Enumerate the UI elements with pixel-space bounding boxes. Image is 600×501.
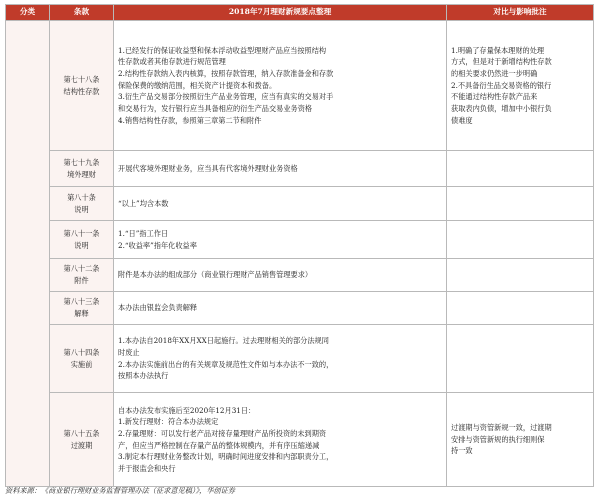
clause-title: 说明 [74,204,89,214]
impact-cell [447,292,594,325]
clause-title: 实施前 [70,359,93,369]
content-cell [114,393,447,487]
content-line: 时废止 [118,347,140,357]
content-cell [114,259,447,292]
impact-line: 安排与资管新规的执行细则保 [451,434,545,444]
table-row [6,292,594,325]
impact-cell [447,221,594,259]
content-cell [114,151,447,187]
header-clause: 条款 [50,5,114,21]
content-line: 产，但应当严格控制在存量产品的整体规模内，并有序压缩递减 [118,440,320,450]
content-line: “以上”均含本数 [118,198,169,208]
clause-cell [50,221,114,259]
clause-cell [50,187,114,221]
clause-number: 第八十五条 [63,428,100,438]
content-line: 4.销售结构性存款，参照第三章第二节和附件 [118,115,262,125]
header-category: 分类 [6,5,50,21]
content-line: 1.新发行理财：符合本办法规定 [118,417,219,427]
table-header-row [6,5,594,21]
header-summary: 2018年7月理财新规要点整理 [114,5,447,21]
clause-cell [50,259,114,292]
clause-cell [50,151,114,187]
impact-line: 的相关要求仍然进一步明确 [451,69,538,79]
clause-number: 第八十三条 [63,297,100,307]
clause-number: 第八十条 [67,192,96,202]
regulation-table [5,4,594,487]
content-line: 3.制定本行理财业务整改计划，明确时间进度安排和内部职责分工， [118,452,334,462]
clause-title: 结构性存款 [63,86,100,96]
table-row [6,151,594,187]
table-row [6,393,594,487]
clause-title: 境外理财 [67,169,96,179]
content-line: 1.本办法自2018年XX月XX日起施行。过去理财相关的部分法规同 [118,336,329,346]
content-line: 2.结构性存款纳入表内核算，按照存款管理，纳入存款准备金和存款 [118,69,334,79]
content-cell [114,292,447,325]
clause-title: 过渡期 [70,440,93,450]
impact-line: 1.明确了存量保本理财的处理 [451,45,545,55]
category-cell [6,21,50,487]
clause-title: 附件 [74,276,89,285]
table-row [6,325,594,393]
impact-cell [447,187,594,221]
content-line: 并于报监会和央行 [118,463,176,473]
content-line: 和交易行为，发行银行应当具备相应的衍生产品交易业务资格 [118,103,313,113]
content-cell [114,187,447,221]
clause-cell [50,393,114,487]
content-line: 按照本办法执行 [118,371,169,381]
impact-cell [447,21,594,151]
content-line: 1.已经发行的保证收益型和保本浮动收益型理财产品应当按照结构 [118,45,327,55]
source-note: 资料来源：《商业银行理财业务监督管理办法（征求意见稿）》，华创证券 [5,486,235,495]
clause-number: 第八十四条 [63,347,100,357]
content-line: 自本办法发布实施后至2020年12月31日： [118,405,256,415]
impact-line: 持一致 [451,446,473,456]
impact-cell [447,393,594,487]
table-row [6,259,594,292]
content-line: 开展代客境外理财业务，应当具有代客境外理财业务资格 [118,163,298,173]
impact-line: 获取表内负债，增加中小银行负 [451,103,552,113]
table-row [6,187,594,221]
impact-cell [447,151,594,187]
clause-cell [50,292,114,325]
clause-cell [50,325,114,393]
content-line: 2.“收益率”指年化收益率 [118,240,197,250]
content-line: 2.存量理财：可以发行老产品对接存量理财产品所投资的未到期资 [118,428,327,438]
clause-cell [50,21,114,151]
content-line: 附件是本办法的组成部分（商业银行理财产品销售管理要求） [118,270,313,280]
impact-cell [447,259,594,292]
clause-number: 第八十一条 [63,228,100,238]
content-cell [114,21,447,151]
impact-cell [447,325,594,393]
content-cell [114,221,447,259]
header-impact: 对比与影响批注 [447,5,594,21]
clause-number: 第七十九条 [63,157,100,167]
content-line: 3.衍生产品交易部分按照衍生产品业务管理，应当有真实的交易对手 [118,92,334,102]
impact-line: 债难度 [451,115,473,125]
clause-number: 第七十八条 [63,74,100,84]
content-cell [114,325,447,393]
content-line: 本办法由银监会负责解释 [118,303,198,313]
clause-title: 解释 [74,309,89,318]
content-line: 性存款或者其他存款进行规范管理 [118,57,226,67]
table-row [6,21,594,151]
impact-line: 不能通过结构性存款产品来 [451,92,538,102]
content-line: 2.本办法实施前出台的有关规章及规范性文件如与本办法不一致的， [118,359,334,369]
table-row [6,221,594,259]
clause-title: 说明 [74,240,89,250]
impact-line: 过渡期与资管新规一致，过渡期 [451,423,552,433]
content-line: 1.“日”指工作日 [118,228,169,238]
impact-line: 2.不具备衍生品交易资格的银行 [451,80,552,90]
impact-line: 方式，但是对于新增结构性存款 [451,57,552,67]
clause-number: 第八十二条 [63,264,100,274]
content-line: 保险保费的缴纳范围，相关资产计提资本和拨备。 [118,80,277,90]
